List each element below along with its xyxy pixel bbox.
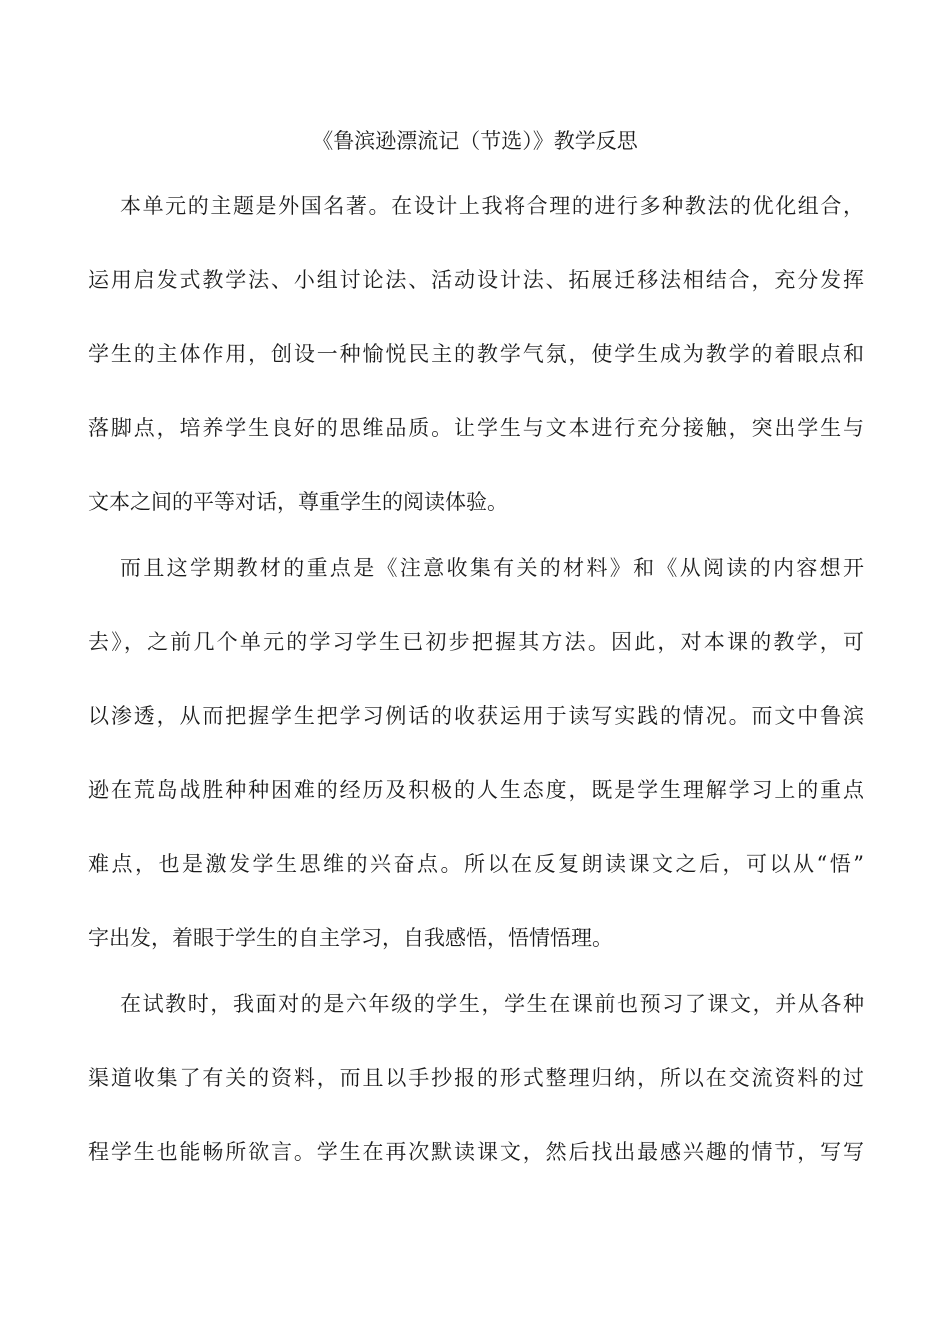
paragraph-1-line-1: 本单元的主题是外国名著。在设计上我将合理的进行多种教法的优化组合， (120, 194, 864, 218)
paragraph-1-line-5: 文本之间的平等对话，尊重学生的阅读体验。 (88, 490, 508, 514)
document-title: 《鲁滨逊漂流记（节选）》教学反思 (312, 129, 638, 153)
paragraph-2-line-4: 逊在荒岛战胜种种困难的经历及积极的人生态度，既是学生理解学习上的重点 (88, 778, 864, 802)
paragraph-3-line-3: 程学生也能畅所欲言。学生在再次默读课文，然后找出最感兴趣的情节，写写 (88, 1140, 864, 1164)
paragraph-3-line-2: 渠道收集了有关的资料，而且以手抄报的形式整理归纳，所以在交流资料的过 (88, 1066, 864, 1090)
paragraph-2-line-6: 字出发，着眼于学生的自主学习，自我感悟，悟情悟理。 (88, 926, 613, 950)
paragraph-1-line-2: 运用启发式教学法、小组讨论法、活动设计法、拓展迁移法相结合，充分发挥 (88, 268, 864, 292)
paragraph-2-line-3: 以渗透，从而把握学生把学习例话的收获运用于读写实践的情况。而文中鲁滨 (88, 704, 864, 728)
paragraph-2-line-2: 去》，之前几个单元的学习学生已初步把握其方法。因此，对本课的教学，可 (88, 630, 864, 654)
paragraph-1-line-4: 落脚点，培养学生良好的思维品质。让学生与文本进行充分接触，突出学生与 (88, 416, 864, 440)
paragraph-2-line-1: 而且这学期教材的重点是《注意收集有关的材料》和《从阅读的内容想开 (120, 556, 864, 580)
paragraph-3-line-1: 在试教时，我面对的是六年级的学生，学生在课前也预习了课文，并从各种 (120, 992, 864, 1016)
paragraph-1-line-3: 学生的主体作用，创设一种愉悦民主的教学气氛，使学生成为教学的着眼点和 (88, 342, 864, 366)
paragraph-2-line-5: 难点，也是激发学生思维的兴奋点。所以在反复朗读课文之后，可以从“悟” (88, 852, 864, 876)
